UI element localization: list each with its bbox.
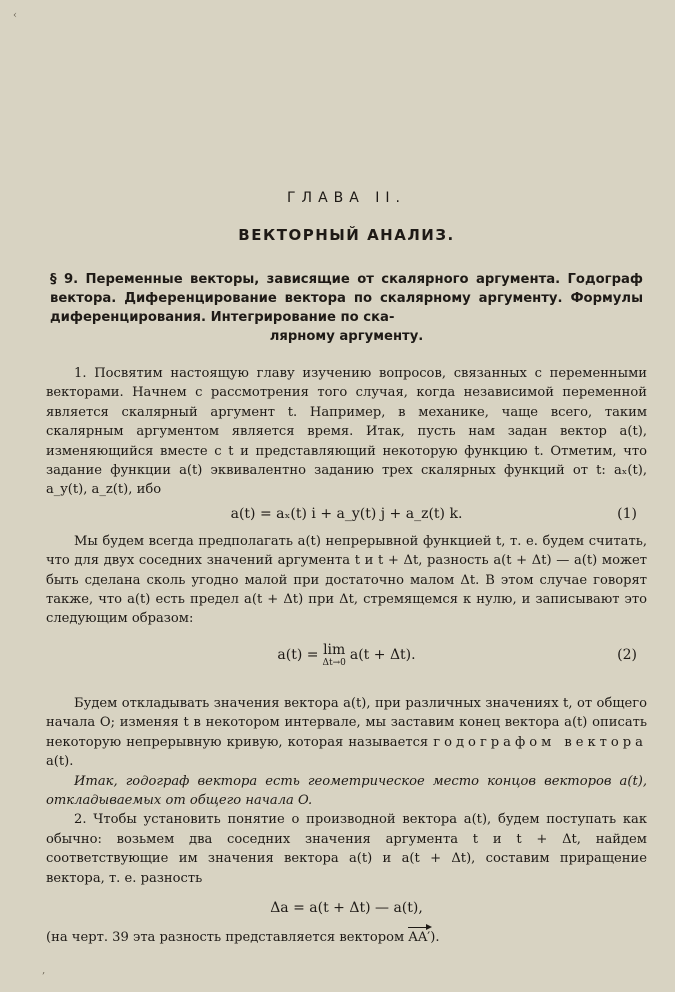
corner-mark-bottom: ‚ [42, 965, 46, 976]
paragraph-5: 2. Чтобы установить понятие о производной вектора a(t), будем поступать как обычно: возьмем два соседних значения аргумента t и t + Δt, найдем соответствующие им значения вектора a(t) и a(t + Δt), составим приращение вектора, т. е. разность [46, 812, 647, 886]
paragraph-4: Итак, годограф вектора есть геометрическое место концов векторов a(t), откладываемых от общего начала O. [46, 773, 647, 808]
formula-3-expression: Δa = a(t + Δt) — a(t), [270, 899, 423, 916]
closing-line-end: ). [430, 929, 440, 945]
corner-mark: ‹ [13, 10, 17, 21]
section-heading [46, 270, 647, 346]
formula-2-left: a(t) = [277, 647, 319, 664]
formula-3 [46, 900, 647, 916]
limit-symbol: lim [323, 641, 346, 658]
paragraph-1: 1. Посвятим настоящую главу изучению вопросов, связанных с переменными векторами. Начнем с рассмотрения того случая, когда независимой переменной является скалярный аргумент t. Например, в механике, чаще всего, таким скалярным аргументом является время. Итак, пусть нам задан вектор a(t), изменяющийся вместе с t и представляющий некоторую функцию t. Отметим, что задание функции a(t) эквивалентно заданию трех скалярных функций от t: aₓ(t), a_y(t), a_z(t), ибо [46, 366, 647, 498]
section-heading-last: лярному аргументу. [269, 329, 424, 344]
formula-2-number: (2) [617, 647, 637, 664]
formula-2-right: a(t + Δt). [349, 647, 416, 664]
formula-1-number: (1) [617, 505, 637, 522]
paragraph-2: Мы будем всегда предполагать a(t) непрерывной функцией t, т. е. будем считать, что для двух соседних значений аргумента t и t + Δt, разность a(t + Δt) — a(t) может быть сделана сколь угодно малой при достаточно малом Δt. В этом случае говорят также, что a(t) есть предел a(t + Δt) при Δt, стремящемся к нулю, и записывают это следующим образом: [46, 533, 647, 627]
closing-line [46, 930, 647, 945]
paragraph-3-part2: a(t). [46, 754, 74, 770]
section-heading-main: § 9. Переменные векторы, зависящие от скалярного аргумента. Годограф вектора. Диференцирование вектора по скалярному аргументу. Формулы диференцирования. Интегрирование по ска- [50, 272, 643, 325]
formula-2 [46, 643, 647, 668]
chapter-label: ГЛАВА II. [287, 190, 406, 206]
closing-line-text: (на черт. 39 эта разность представляется вектором [46, 929, 409, 945]
formula-1-expression: a(t) = aₓ(t) i + a_y(t) j + a_z(t) k. [230, 505, 463, 522]
vector-arrow-label: AA′ [408, 929, 431, 945]
limit-subscript: Δt→0 [322, 657, 346, 668]
chapter-title: ВЕКТОРНЫЙ АНАЛИЗ. [238, 226, 455, 244]
paragraph-3-part1: Будем откладывать значения вектора a(t), при различных значениях t, от общего начала O; изменяя t в некотором интервале, мы заставим конец вектора a(t) описать некоторую непрерывную кривую, которая называется [46, 695, 647, 750]
limit-operator [322, 643, 345, 668]
formula-1 [46, 506, 647, 522]
hodograph-term: годографом вектора [433, 734, 647, 750]
paragraph-3 [46, 694, 647, 772]
